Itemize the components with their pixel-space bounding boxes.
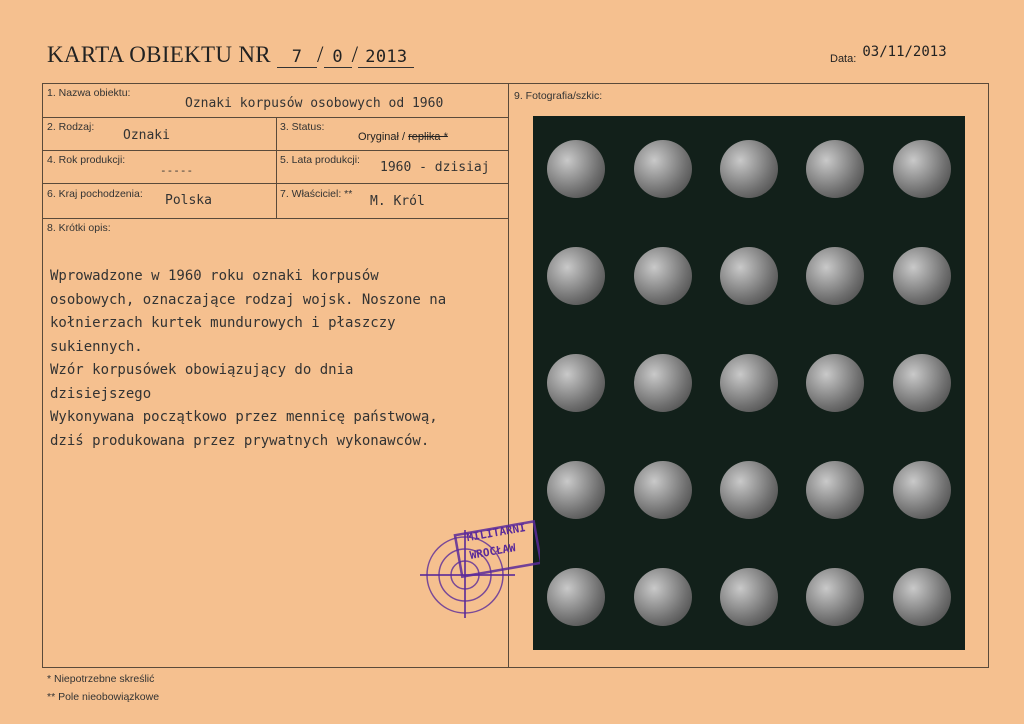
card-title: KARTA OBIEKTU NR 7 / 0 / 2013 bbox=[47, 42, 414, 68]
status-original: Oryginał / bbox=[358, 131, 406, 143]
country-value: Polska bbox=[165, 193, 212, 208]
footnote-2: ** Pole nieobowiązkowe bbox=[47, 691, 160, 703]
date bbox=[830, 44, 947, 66]
name-label: 1. Nazwa obiektu: bbox=[47, 87, 131, 99]
badge-image bbox=[547, 568, 605, 626]
owner-value: M. Król bbox=[370, 194, 425, 209]
type-label: 2. Rodzaj: bbox=[47, 121, 95, 133]
badge-image bbox=[893, 247, 951, 305]
badge-image bbox=[634, 354, 692, 412]
row-divider-2 bbox=[42, 150, 508, 151]
badge-image bbox=[893, 140, 951, 198]
frame-right bbox=[988, 83, 989, 668]
badge-image bbox=[720, 568, 778, 626]
badge-image bbox=[806, 247, 864, 305]
badge-image bbox=[806, 568, 864, 626]
stamp-line-2: WROCŁAW bbox=[468, 541, 517, 562]
owner-label: 7. Właściciel: ** bbox=[280, 188, 353, 200]
description-line: Wykonywana początkowo przez mennicę państwową, bbox=[50, 409, 438, 425]
badge-image bbox=[547, 461, 605, 519]
badge-image bbox=[720, 247, 778, 305]
status-replica: replika * bbox=[408, 131, 448, 143]
name-value: Oznaki korpusów osobowych od 1960 bbox=[185, 96, 444, 111]
status-value bbox=[358, 131, 448, 143]
militarni-stamp bbox=[420, 520, 540, 620]
badge-image bbox=[634, 568, 692, 626]
row-divider-1 bbox=[42, 117, 508, 118]
years-label: 5. Lata produkcji: bbox=[280, 154, 360, 166]
footnote-1: * Niepotrzebne skreślić bbox=[47, 673, 155, 685]
badge-image bbox=[720, 354, 778, 412]
description-line: dziś produkowana przez prywatnych wykonawców. bbox=[50, 432, 430, 449]
description-line: kołnierzach kurtek mundurowych i płaszczy bbox=[50, 315, 396, 331]
badge-image bbox=[893, 354, 951, 412]
badge-image bbox=[720, 140, 778, 198]
badge-image bbox=[720, 461, 778, 519]
badge-image bbox=[893, 568, 951, 626]
badge-image bbox=[806, 461, 864, 519]
title-text: KARTA OBIEKTU NR bbox=[47, 42, 271, 67]
description-label: 8. Krótki opis: bbox=[47, 222, 111, 234]
description-text bbox=[50, 265, 490, 453]
status-label: 3. Status: bbox=[280, 121, 325, 133]
stamp-line-1: MILITARNI bbox=[465, 521, 527, 545]
badge-image bbox=[806, 354, 864, 412]
badge-image bbox=[634, 247, 692, 305]
description-line: osobowych, oznaczające rodzaj wojsk. Noszone na bbox=[50, 291, 447, 308]
description-line: dzisiejszego bbox=[50, 385, 152, 402]
badge-image bbox=[634, 140, 692, 198]
row-divider-3 bbox=[42, 183, 508, 184]
years-value: 1960 - dzisiaj bbox=[380, 160, 490, 175]
date-label: Data: bbox=[830, 53, 857, 65]
card-number-1: 7 bbox=[277, 47, 317, 68]
badge-image bbox=[806, 140, 864, 198]
description-line: Wzór korpusówek obowiązujący do dnia bbox=[50, 362, 354, 378]
row-divider-4 bbox=[42, 218, 508, 219]
date-value: 03/11/2013 bbox=[862, 44, 947, 60]
type-value: Oznaki bbox=[123, 128, 170, 143]
frame-bottom bbox=[42, 667, 989, 668]
card-number-2: 0 bbox=[324, 47, 352, 68]
year-value: ----- bbox=[160, 164, 194, 177]
frame-top bbox=[42, 83, 989, 84]
year-label: 4. Rok produkcji: bbox=[47, 154, 126, 166]
badges-photo bbox=[533, 116, 965, 650]
country-label: 6. Kraj pochodzenia: bbox=[47, 188, 143, 200]
badge-image bbox=[634, 461, 692, 519]
badge-image bbox=[547, 140, 605, 198]
description-line: Wprowadzone w 1960 roku oznaki korpusów bbox=[50, 268, 379, 284]
badge-image bbox=[547, 247, 605, 305]
description-line: sukiennych. bbox=[50, 338, 143, 355]
frame-left bbox=[42, 83, 43, 668]
column-divider bbox=[276, 117, 277, 218]
card-number-3: 2013 bbox=[358, 47, 414, 68]
badge-image bbox=[547, 354, 605, 412]
photo-label: 9. Fotografia/szkic: bbox=[514, 90, 603, 102]
badge-image bbox=[893, 461, 951, 519]
